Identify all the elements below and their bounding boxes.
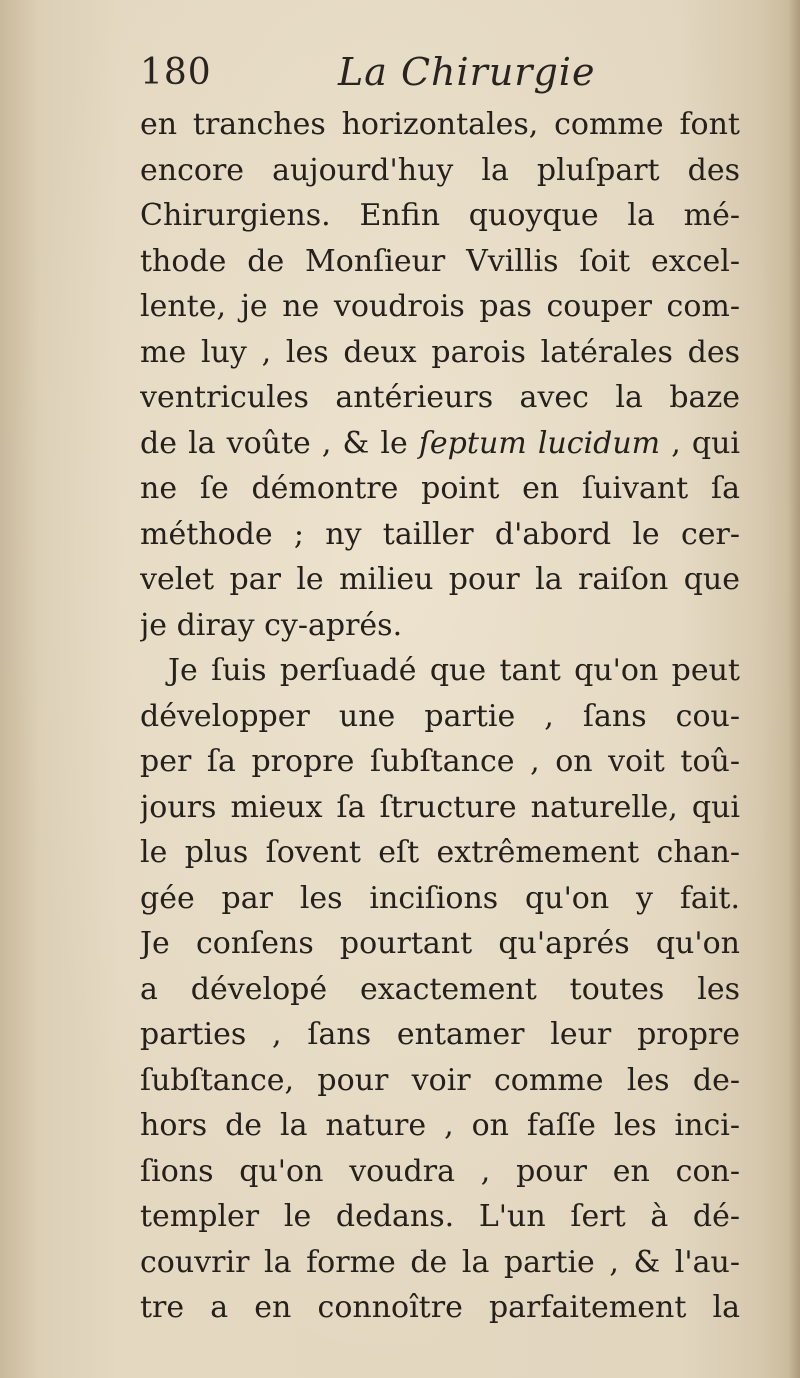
text-line: en tranches horizontales, comme font	[140, 107, 740, 142]
text-line: me luy , les deux parois latérales des	[140, 334, 740, 370]
text-line: velet par le milieu pour la raiſon que	[140, 562, 740, 597]
text-line: lente, je ne voudrois pas couper com-	[140, 289, 740, 324]
paragraph-2	[140, 648, 740, 1331]
latin-term: ſeptum lucidum	[418, 425, 661, 461]
text-line: ſions qu'on voudra , pour en con-	[140, 1153, 740, 1189]
page-header	[138, 52, 738, 102]
text-line: gée par les inciſions qu'on y fait.	[140, 880, 740, 916]
text-line: ne ſe démontre point en ſuivant ſa	[140, 471, 740, 506]
text-line: encore aujourd'huy la pluſpart des	[140, 152, 740, 188]
text-line: Je ſuis perſuadé que tant qu'on peut	[168, 653, 740, 688]
text-line: méthode ; ny tailler d'abord le cer-	[140, 516, 740, 552]
text-line: couvrir la forme de la partie , & l'au-	[140, 1244, 740, 1280]
text-line: per ſa propre ſubſtance , on voit toû-	[140, 744, 740, 779]
running-head: La Chirurgie	[338, 50, 596, 94]
text-line: tre a en connoître parfaitement la	[140, 1290, 740, 1325]
page-fold-shadow	[788, 0, 800, 1378]
text-line: le plus ſovent eſt extrêmement chan-	[140, 835, 740, 870]
text-line: ſubſtance, pour voir comme les de-	[140, 1062, 740, 1098]
text-line: parties , ſans entamer leur propre	[140, 1017, 740, 1052]
text-line: ventricules antérieurs avec la baze	[140, 380, 740, 415]
page-number: 180	[140, 52, 212, 93]
text-line: je diray cy-aprés.	[140, 607, 403, 643]
text-line: développer une partie , ſans cou-	[140, 698, 740, 734]
text-line: Je conſens pourtant qu'aprés qu'on	[140, 926, 740, 961]
body-text	[140, 102, 740, 1331]
text-line: Chirurgiens. Enfin quoyque la mé-	[140, 198, 740, 233]
text-line: de la voûte , & le ſeptum lucidum , qui	[140, 425, 740, 461]
text-line: hors de la nature , on faſſe les inci-	[140, 1108, 740, 1143]
paragraph-1	[140, 102, 740, 648]
text-line: thode de Monſieur Vvillis ſoit excel-	[140, 243, 740, 279]
text-line: jours mieux ſa ſtructure naturelle, qui	[140, 789, 740, 825]
text-line: a dévelopé exactement toutes les	[140, 971, 740, 1007]
text-line: templer le dedans. L'un ſert à dé-	[140, 1199, 740, 1234]
